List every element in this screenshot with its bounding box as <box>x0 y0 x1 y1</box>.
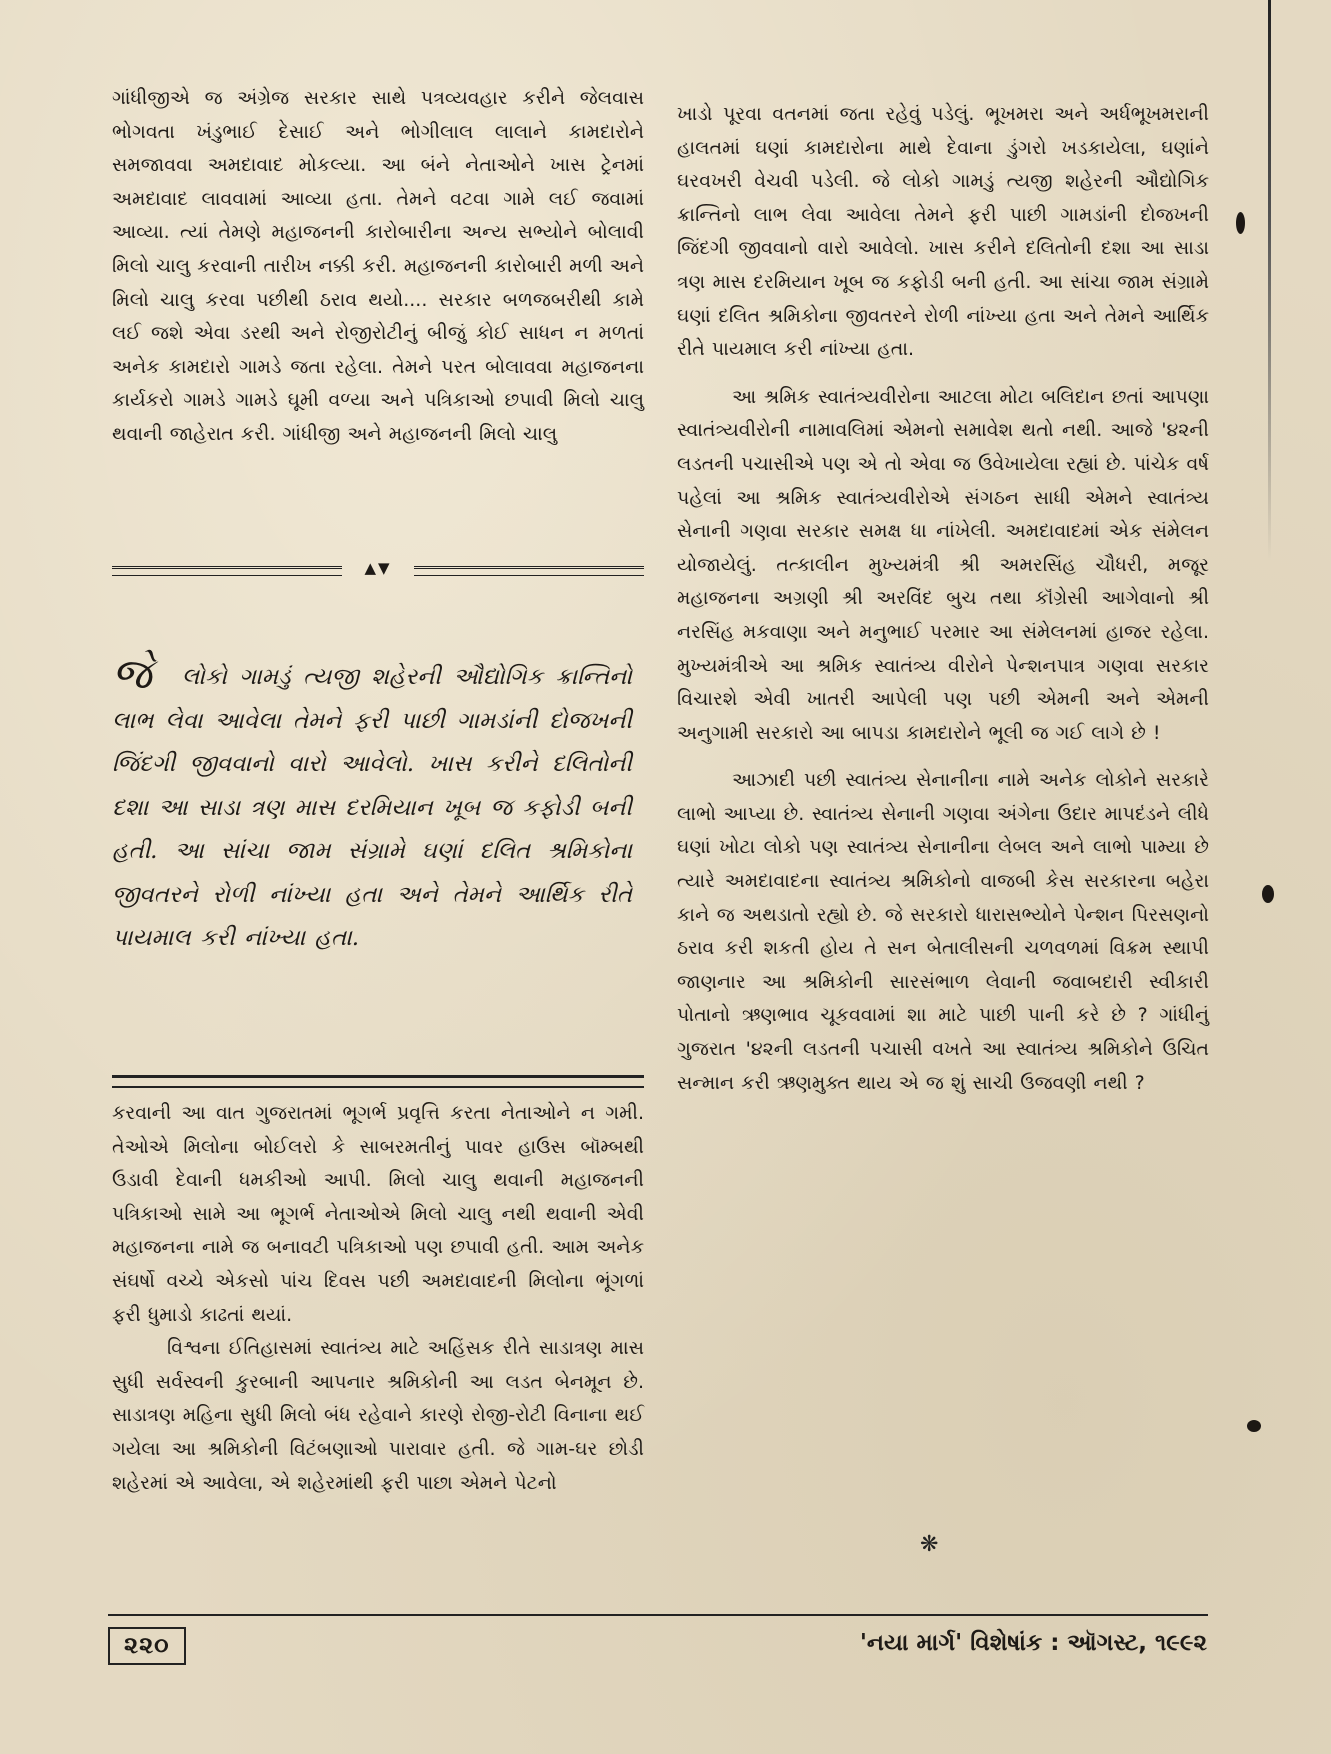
left-paragraph-2: કરવાની આ વાત ગુજરાતમાં ભૂગર્ભ પ્રવૃત્તિ કરતા નેતાઓને ન ગમી. તેઓએ મિલોના બોઈલરો કે સાબરમતીનું પાવર હાઉસ બૉમ્બથી ઉડાવી દેવાની ધમકીઓ આપી. મિલો ચાલુ થવાની મહાજનની પત્રિકાઓ સામે આ ભૂગર્ભ નેતાઓએ મિલો ચાલુ નથી થવાની એવી મહાજનના નામે જ બનાવટી પત્રિકાઓ પણ છપાવી હતી. આમ અનેક સંઘર્ષો વચ્ચે એકસો પાંચ દિવસ પછી અમદાવાદની મિલોના ભૂંગળાં ફરી ધુમાડો કાઢતાં થયાં. <box>112 1102 644 1326</box>
divider-rule-left <box>112 566 342 576</box>
page-number: ૨૨૦ <box>108 1627 186 1665</box>
pull-quote-text: લોકો ગામડું ત્યજી શહેરની ઔદ્યોગિક ક્રાન્તિનો લાભ લેવા આવેલા તેમને ફરી પાછી ગામડાંની દોજખની જિંદગી જીવવાનો વારો આવેલો. ખાસ કરીને દલિતોની દશા આ સાડા ત્રણ માસ દરમિયાન ખૂબ જ કફોડી બની હતી. આ સાંચા જામ સંગ્રામે ઘણાં દલિત શ્રમિકોના જીવતરને રોળી નાંખ્યા હતા અને તેમને આર્થિક રીતે પાયમાલ કરી નાંખ્યા હતા. <box>112 664 632 951</box>
section-divider <box>112 559 644 577</box>
right-paragraph-3: આઝાદી પછી સ્વાતંત્ર્ય સેનાનીના નામે અનેક લોકોને સરકારે લાભો આપ્યા છે. સ્વાતંત્ર્ય સેનાની ગણવા અંગેના ઉદાર માપદંડને લીધે ઘણાં ખોટા લોકો પણ સ્વાતંત્ર્ય સેનાનીના લેબલ અને લાભો પામ્યા છે ત્યારે અમદાવાદના સ્વાતંત્ર્ય શ્રમિકોનો વાજબી કેસ સરકારના બહેરા કાને જ અથડાતો રહ્યો છે. જે સરકારો ધારાસભ્યોને પેન્શન પિરસણનો ઠરાવ કરી શકતી હોય તે સન બેતાલીસની ચળવળમાં વિક્રમ સ્થાપી જાણનાર આ શ્રમિકોની સારસંભાળ લેવાની જવાબદારી સ્વીકારી પોતાનો ઋણભાવ ચૂકવવામાં શા માટે પાછી પાની કરે છે ? ગાંધીનું ગુજરાત '૪૨ની લડતની પચાસી વખતે આ સ્વાતંત્ર્ય શ્રમિકોને ઉચિત સન્માન કરી ઋણમુક્ત થાય એ જ શું સાચી ઉજવણી નથી ? <box>677 769 1209 1094</box>
pull-quote-bottom-rule <box>112 1075 644 1088</box>
divider-rule-right <box>414 566 644 576</box>
ink-spot <box>1262 885 1274 903</box>
left-column-bottom <box>112 1097 644 1500</box>
left-column-top <box>112 82 644 452</box>
ink-spot <box>1236 212 1245 234</box>
footer-rule <box>108 1614 1208 1616</box>
left-paragraph-1: ગાંધીજીએ જ અંગ્રેજ સરકાર સાથે પત્રવ્યવહાર કરીને જેલવાસ ભોગવતા ખંડુભાઈ દેસાઈ અને ભોગીલાલ લાલાને કામદારોને સમજાવવા અમદાવાદ મોકલ્યા. આ બંને નેતાઓને ખાસ ટ્રેનમાં અમદાવાદ લાવવામાં આવ્યા હતા. તેમને વટવા ગામે લઈ જવામાં આવ્યા. ત્યાં તેમણે મહાજનની કારોબારીના અન્ય સભ્યોને બોલાવી મિલો ચાલુ કરવાની તારીખ નક્કી કરી. મહાજનની કારોબારી મળી અને મિલો ચાલુ કરવા પછીથી ઠરાવ થયો.... સરકાર બળજબરીથી કામે લઈ જશે એવા ડરથી અને રોજીરોટીનું બીજું કોઈ સાધન ન મળતાં અનેક કામદારો ગામડે જતા રહેલા. તેમને પરત બોલાવવા મહાજનના કાર્યકરો ગામડે ગામડે ઘૂમી વળ્યા અને પત્રિકાઓ છપાવી મિલો ચાલુ થવાની જાહેરાત કરી. ગાંધીજી અને મહાજનની મિલો ચાલુ <box>112 87 644 445</box>
left-paragraph-3: વિશ્વના ઈતિહાસમાં સ્વાતંત્ર્ય માટે અહિંસક રીતે સાડાત્રણ માસ સુધી સર્વસ્વની કુરબાની આપનાર શ્રમિકોની આ લડત બેનમૂન છે. સાડાત્રણ મહિના સુધી મિલો બંધ રહેવાને કારણે રોજી-રોટી વિનાના થઈ ગયેલા આ શ્રમિકોની વિટંબણાઓ પારાવાર હતી. જે ગામ-ઘર છોડી શહેરમાં એ આવેલા, એ શહેરમાંથી ફરી પાછા એમને પેટનો <box>112 1337 644 1494</box>
divider-ornament: ▲▼ <box>364 559 392 577</box>
pull-quote <box>112 649 632 961</box>
publication-title: 'નયા માર્ગ' વિશેષાંક : ઑગસ્ટ, ૧૯૯૨ <box>859 1630 1207 1656</box>
pull-quote-initial: જે <box>112 649 152 698</box>
binding-edge <box>1268 0 1271 560</box>
right-column <box>677 98 1209 1100</box>
ink-spot <box>1247 1420 1261 1432</box>
right-paragraph-1: ખાડો પૂરવા વતનમાં જતા રહેવું પડેલું. ભૂખમરા અને અર્ધભૂખમરાની હાલતમાં ઘણાં કામદારોના માથે દેવાના ડુંગરો ખડકાયેલા, ઘણાંને ઘરવખરી વેચવી પડેલી. જે લોકો ગામડું ત્યજી શહેરની ઔદ્યોગિક ક્રાન્તિનો લાભ લેવા આવેલા તેમને ફરી પાછી ગામડાંની દોજખની જિંદગી જીવવાનો વારો આવેલો. ખાસ કરીને દલિતોની દશા આ સાડા ત્રણ માસ દરમિયાન ખૂબ જ કફોડી બની હતી. આ સાંચા જામ સંગ્રામે ઘણાં દલિત શ્રમિકોના જીવતરને રોળી નાંખ્યા હતા અને તેમને આર્થિક રીતે પાયમાલ કરી નાંખ્યા હતા. <box>677 103 1209 361</box>
right-paragraph-2: આ શ્રમિક સ્વાતંત્ર્યવીરોના આટલા મોટા બલિદાન છતાં આપણા સ્વાતંત્ર્યવીરોની નામાવલિમાં એમનો સમાવેશ થતો નથી. આજે '૪૨ની લડતની પચાસીએ પણ એ તો એવા જ ઉવેખાયેલા રહ્યાં છે. પાંચેક વર્ષ પહેલાં આ શ્રમિક સ્વાતંત્ર્યવીરોએ સંગઠન સાધી એમને સ્વાતંત્ર્ય સેનાની ગણવા સરકાર સમક્ષ ધા નાંખેલી. અમદાવાદમાં એક સંમેલન યોજાયેલું. તત્કાલીન મુખ્યમંત્રી શ્રી અમરસિંહ ચૌધરી, મજૂર મહાજનના અગ્રણી શ્રી અરવિંદ બુચ તથા કૉંગ્રેસી આગેવાનો શ્રી નરસિંહ મકવાણા અને મનુભાઈ પરમાર આ સંમેલનમાં હાજર રહેલા. મુખ્યમંત્રીએ આ શ્રમિક સ્વાતંત્ર્ય વીરોને પેન્શનપાત્ર ગણવા સરકાર વિચારશે એવી ખાતરી આપેલી પણ પછી એમની અને એમની અનુગામી સરકારો આ બાપડા કામદારોને ભૂલી જ ગઈ લાગે છે ! <box>677 385 1209 744</box>
end-ornament-icon: ❋ <box>920 1532 939 1557</box>
